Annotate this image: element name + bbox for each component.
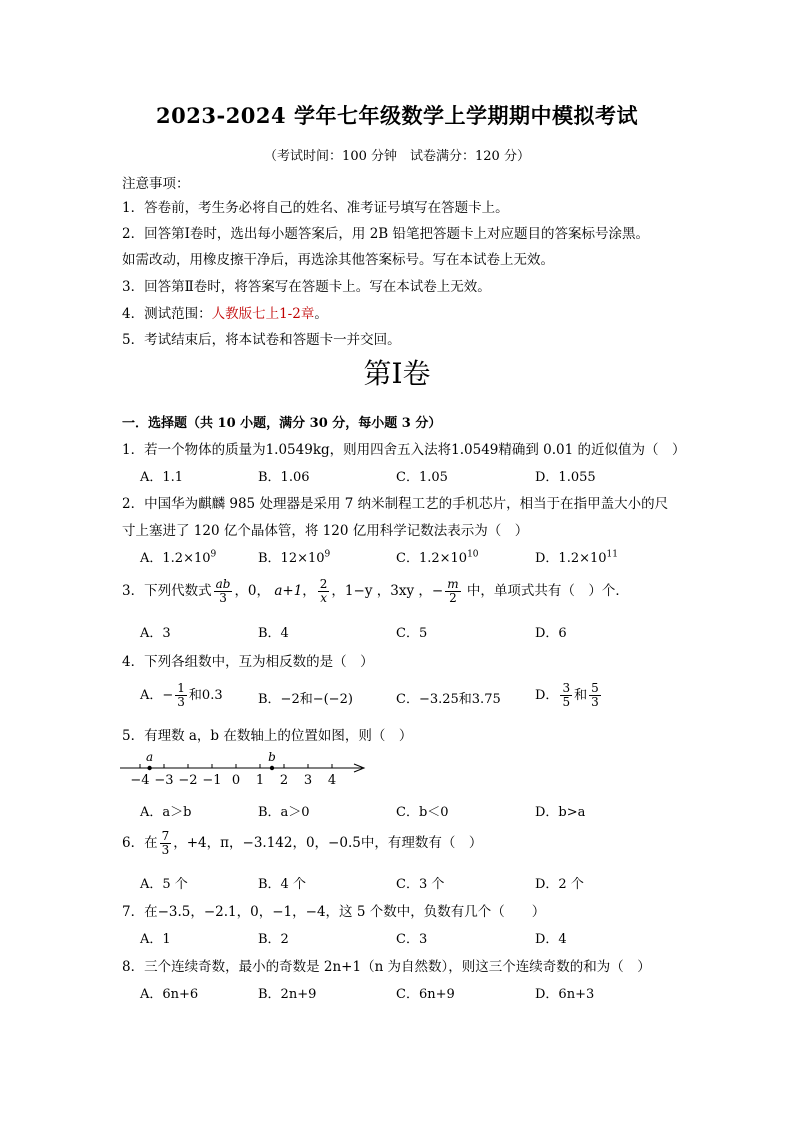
q6-fraction-7-over-3 <box>160 830 172 857</box>
q7-option-d[interactable]: D．4 <box>535 932 567 947</box>
question-2-stem-line1: 2．中国华为麒麟 985 处理器是采用 7 纳米制程工艺的手机芯片，相当于在指甲盖大小的尺 <box>122 496 669 512</box>
q2-option-a-exp: 9 <box>210 549 217 560</box>
question-1-options <box>140 466 700 488</box>
q3-fraction-2-over-x <box>318 578 330 605</box>
question-8-stem: 8．三个连续奇数，最小的奇数是 2n+1（n 为自然数），则这三个连续奇数的和为（ ） <box>122 959 651 975</box>
q1-option-b[interactable]: B．1.06 <box>258 470 310 485</box>
q3-option-b[interactable]: B．4 <box>258 626 289 641</box>
q3-e2: a+1 <box>274 583 303 599</box>
number-line-tick-label: 3 <box>303 773 313 788</box>
q2-option-d[interactable] <box>535 547 618 566</box>
q4-a-den: 3 <box>177 695 185 709</box>
q4-d2-den: 3 <box>591 695 599 709</box>
test-range: 人教版七上1-2章 <box>211 306 315 322</box>
number-line-point-label-a: a <box>146 750 154 764</box>
exam-title: 2023-2024 学年七年级数学上学期期中模拟考试 <box>156 103 638 128</box>
q8-option-d[interactable]: D．6n+3 <box>535 987 595 1002</box>
number-line-figure <box>118 748 378 794</box>
section-heading: 一．选择题（共 10 小题，满分 30 分，每小题 3 分） <box>122 416 442 431</box>
number-line-tick-label: −2 <box>178 773 198 788</box>
q4-d-fraction-2 <box>589 682 601 709</box>
q5-option-a[interactable]: A．a＞b <box>140 805 192 820</box>
number-line-point-a <box>147 766 151 770</box>
q2-option-d-exp: 11 <box>606 549 618 560</box>
q6-option-c[interactable]: C．3 个 <box>396 877 445 892</box>
number-line-tick-label: −3 <box>154 773 174 788</box>
question-2-options <box>140 547 700 569</box>
q6-num: 7 <box>161 829 170 843</box>
q8-option-a[interactable]: A．6n+6 <box>140 987 199 1002</box>
q4-option-c[interactable]: C．−3.25和3.75 <box>396 692 501 707</box>
q5-option-b[interactable]: B．a＞0 <box>258 805 310 820</box>
q7-option-a[interactable]: A．1 <box>140 932 171 947</box>
number-line-tick-label: 4 <box>327 773 337 788</box>
q4-option-d[interactable] <box>535 682 603 709</box>
q4-option-b[interactable]: B．−2和−(−2) <box>258 692 353 707</box>
q2-option-a[interactable] <box>140 547 216 566</box>
q3-option-a[interactable]: A．3 <box>140 626 171 641</box>
q4-a-fraction <box>175 682 187 709</box>
q4-d1-den: 5 <box>562 695 571 709</box>
q2-option-c[interactable] <box>396 547 479 566</box>
q3-option-c[interactable]: C．5 <box>396 626 428 641</box>
volume-heading: 第Ⅰ卷 <box>363 357 431 390</box>
question-7-stem: 7．在−3.5，−2.1，0，−1，−4，这 5 个数中，负数有几个（ ） <box>122 904 546 920</box>
q6-option-a[interactable]: A．5 个 <box>140 877 188 892</box>
q3-f2-num: 2 <box>319 577 328 591</box>
q4-d-mid: 和 <box>574 688 588 703</box>
notice-item-4-prefix: 4．测试范围： <box>122 306 212 322</box>
number-line-tick-label: −4 <box>130 773 150 788</box>
question-4-options <box>140 682 700 716</box>
q6-den: 3 <box>161 843 170 857</box>
q2-option-b-base: B．12×10 <box>258 551 325 566</box>
q3-f1-den: 3 <box>219 591 227 605</box>
question-5-options <box>140 801 700 823</box>
question-1-stem: 1．若一个物体的质量为1.0549kg，则用四舍五入法将1.0549精确到 0.01 的近似值为（ ） <box>122 442 686 458</box>
q4-d1-num: 3 <box>562 681 571 695</box>
q7-option-b[interactable]: B．2 <box>258 932 289 947</box>
number-line-tick-label: −1 <box>202 773 222 788</box>
q3-lead: 3．下列代数式 <box>122 583 212 599</box>
number-line-point-b <box>270 766 274 770</box>
q2-option-c-exp: 10 <box>467 549 479 560</box>
q2-option-b-exp: 9 <box>324 549 331 560</box>
notice-item-1: 1．答卷前，考生务必将自己的姓名、准考证号填写在答题卡上。 <box>122 200 509 216</box>
q3-f3-num: m <box>447 577 459 591</box>
q3-fraction-m-over-2 <box>445 578 460 605</box>
q8-option-c[interactable]: C．6n+9 <box>396 987 455 1002</box>
q3-fraction-ab-over-3 <box>214 578 233 605</box>
q1-option-c[interactable]: C．1.05 <box>396 470 448 485</box>
q3-f1-num: ab <box>215 577 231 591</box>
q4-a-pre: A．− <box>140 688 174 703</box>
q3-e4: ，1−y <box>331 583 373 599</box>
question-6-stem <box>122 830 482 857</box>
q3-e6: ，− <box>418 583 444 599</box>
q4-d2-num: 5 <box>591 681 599 695</box>
q2-option-a-base: A．1.2×10 <box>140 551 211 566</box>
q4-a-post: 和0.3 <box>188 688 223 703</box>
q2-option-d-base: D．1.2×10 <box>535 551 607 566</box>
q3-f2-den: x <box>320 591 327 605</box>
notice-item-4 <box>122 302 328 322</box>
q5-option-c[interactable]: C．b＜0 <box>396 805 449 820</box>
q8-option-b[interactable]: B．2n+9 <box>258 987 317 1002</box>
q4-option-a[interactable] <box>140 682 223 709</box>
notice-item-4-suffix: 。 <box>314 306 328 322</box>
number-line-tick-label: 2 <box>279 773 289 788</box>
notice-item-2-cont: 如需改动，用橡皮擦干净后，再选涂其他答案标号。写在本试卷上无效。 <box>122 252 554 268</box>
q7-option-c[interactable]: C．3 <box>396 932 428 947</box>
question-4-stem: 4．下列各组数中，互为相反数的是（ ） <box>122 654 374 670</box>
q4-a-num: 1 <box>177 681 185 695</box>
number-line-tick-label: 1 <box>255 773 265 788</box>
q2-option-c-base: C．1.2×10 <box>396 551 468 566</box>
q5-option-d[interactable]: D．b>a <box>535 805 586 820</box>
question-7-options <box>140 928 700 950</box>
question-8-options <box>140 983 700 1005</box>
notice-item-5: 5．考试结束后，将本试卷和答题卡一并交回。 <box>122 332 401 348</box>
question-5-stem: 5．有理数 a，b 在数轴上的位置如图，则（ ） <box>122 728 413 744</box>
notice-item-3: 3．回答第Ⅱ卷时，将答案写在答题卡上。写在本试卷上无效。 <box>122 279 491 295</box>
q6-option-d[interactable]: D．2 个 <box>535 877 584 892</box>
question-2-stem-line2: 寸上塞进了 120 亿个晶体管，将 120 亿用科学记数法表示为（ ） <box>122 523 529 539</box>
number-line-point-label-b: b <box>268 750 276 764</box>
q1-option-a[interactable]: A．1.1 <box>140 470 184 485</box>
question-6-options <box>140 873 700 895</box>
q6-pre: 6．在 <box>122 835 158 851</box>
q3-e3: ， <box>302 583 316 599</box>
q3-tail: 中，单项式共有（ ）个． <box>462 583 629 599</box>
q4-d-fraction-1 <box>560 682 572 709</box>
q2-option-b[interactable] <box>258 547 330 566</box>
q4-d-pre: D． <box>535 688 559 703</box>
number-line-tick-label: 0 <box>231 773 241 788</box>
q3-f3-den: 2 <box>449 591 457 605</box>
notice-title: 注意事项： <box>122 176 190 192</box>
q3-option-d[interactable]: D．6 <box>535 626 567 641</box>
q6-post: ，+4，π，−3.142，0，−0.5中，有理数有（ ） <box>173 835 483 851</box>
q6-option-b[interactable]: B．4 个 <box>258 877 306 892</box>
question-3-stem <box>122 578 629 605</box>
q3-e5: ，3xy <box>376 583 415 599</box>
q3-e1: ，0， <box>234 583 271 599</box>
q1-option-d[interactable]: D．1.055 <box>535 470 596 485</box>
notice-item-2: 2．回答第Ⅰ卷时，选出每小题答案后，用 2B 铅笔把答题卡上对应题目的答案标号涂黑。 <box>122 226 650 242</box>
question-3-options <box>140 622 700 644</box>
exam-subtitle: （考试时间：100 分钟 试卷满分：120 分） <box>264 149 530 164</box>
